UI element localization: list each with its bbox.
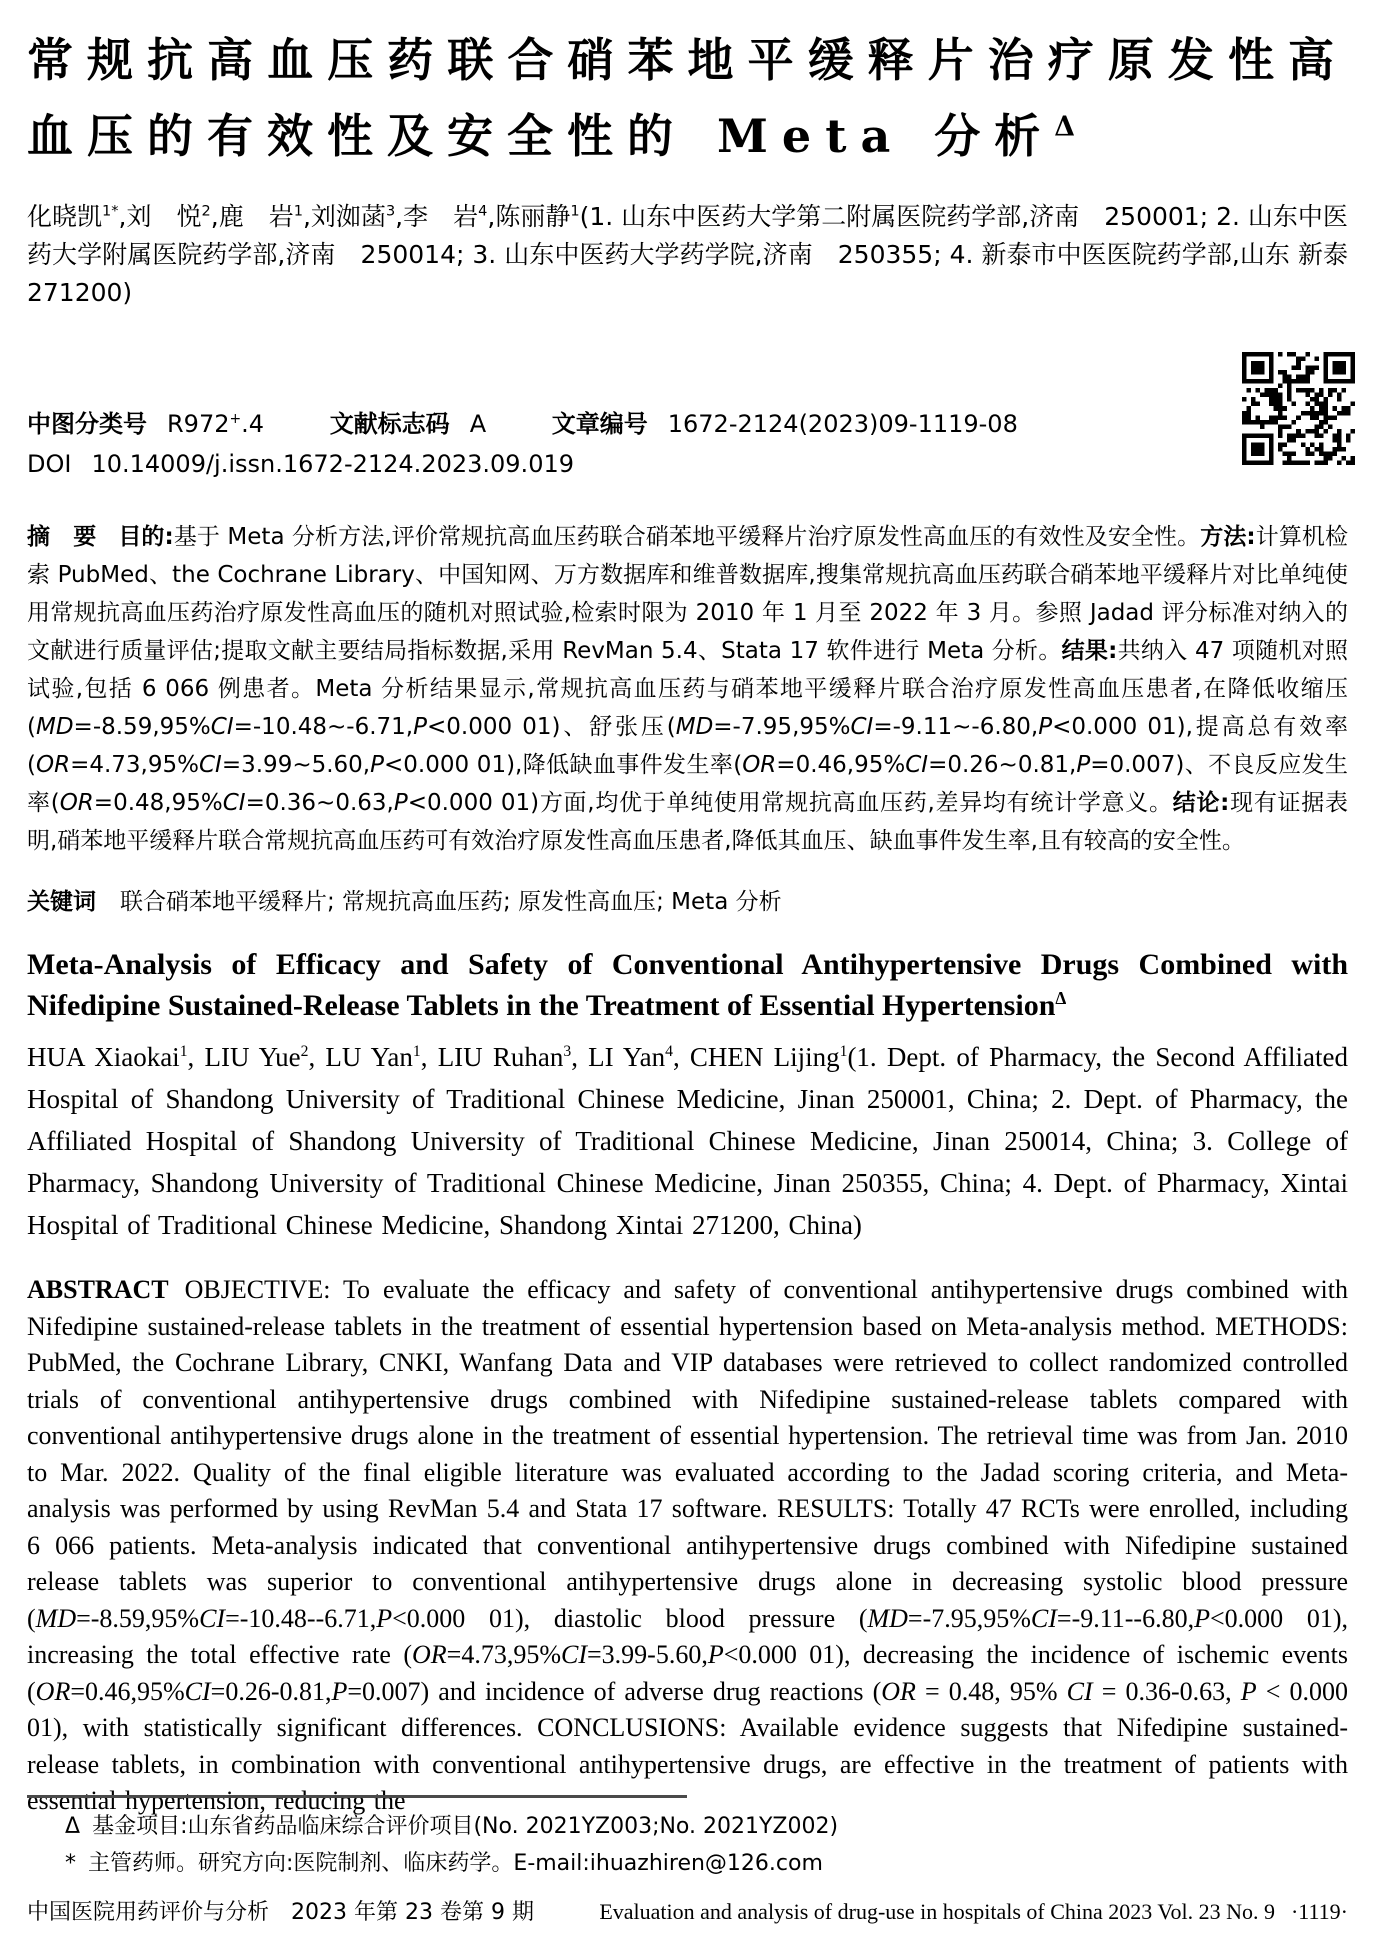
doc-code-label: 文献标志码 xyxy=(329,410,450,438)
article-title-cn-superscript: Δ xyxy=(1054,111,1075,143)
article-title-cn-text: 常规抗高血压药联合硝苯地平缓释片治疗原发性高血压的有效性及安全性的 Meta 分析 xyxy=(27,33,1348,163)
qr-code xyxy=(1242,352,1355,465)
masthead-block xyxy=(27,404,1348,484)
footnotes-block xyxy=(27,1795,1348,1882)
footnote-fund xyxy=(27,1808,1348,1845)
page-footer xyxy=(27,1895,1348,1926)
doc-code-value: A xyxy=(469,410,487,438)
clc-value: R972+.4 xyxy=(167,410,265,438)
authors-en-block xyxy=(27,1036,1348,1246)
affiliations-cn: (1. 山东中医药大学第二附属医院药学部,济南 250001; 2. 山东中医药大学附属医院药学部,济南 250014; 3. 山东中医药大学药学院,济南 250355; 4. 新泰市中医医院药学部,山东 新泰 271200) xyxy=(27,202,1374,307)
clc-label: 中图分类号 xyxy=(27,410,147,438)
footnote-author-note-marker: * xyxy=(65,1851,76,1876)
footer-journal-cn: 中国医院用药评价与分析 2023 年第 23 卷第 9 期 xyxy=(27,1900,534,1925)
article-id-label: 文章编号 xyxy=(551,410,648,438)
authors-cn-names: 化晓凯$^{1*}$,刘 悦$^2$,鹿 岩$^1$,刘洳菡$^3$,李 岩$^4$,陈丽静$^1$ xyxy=(27,202,580,231)
footnote-author-note xyxy=(27,1845,1348,1882)
abstract-en-text: OBJECTIVE: To evaluate the efficacy and safety of conventional antihypertensive drugs combined with Nifedipine sustained-release tablets in the treatment of essential hypertension based on Meta-analysis method. METHODS: PubMed, the Cochrane Library, CNKI, Wanfang Data and VIP databases were retrieved to collect randomized controlled trials of conventional antihypertensive drugs combined with Nifedipine sustained-release tablets compared with conventional antihypertensive drugs alone in the treatment of essential hypertension. The retrieval time was from Jan. 2010 to Mar. 2022. Quality of the final eligible literature was evaluated according to the Jadad scoring criteria, and Meta-analysis was performed by using RevMan 5.4 and Stata 17 software. RESULTS: Totally 47 RCTs were enrolled, including 6 066 patients. Meta-analysis indicated that conventional antihypertensive drugs combined with Nifedipine sustained release tablets was superior to conventional antihypertensive drugs alone in decreasing systolic blood pressure (MD=-8.59,95%CI=-10.48--6.71,P<0.000 01), diastolic blood pressure (MD=-7.95,95%CI=-9.11--6.80,P<0.000 01), increasing the total effective rate (OR=4.73,95%CI=3.99-5.60,P<0.000 01), decreasing the incidence of ischemic events (OR=0.46,95%CI=0.26-0.81,P=0.007) and incidence of adverse drug reactions (OR = 0.48, 95% CI = 0.36-0.63, P < 0.000 01), with statistically significant differences. CONCLUSIONS: Available evidence suggests that Nifedipine sustained-release tablets, in combination with conventional antihypertensive drugs, are effective in the treatment of patients with essential hypertension, reducing the xyxy=(27,1275,1348,1815)
abstract-cn-label: 摘 要 xyxy=(27,524,97,550)
masthead-row-1 xyxy=(27,404,1348,444)
footnote-fund-marker: Δ xyxy=(65,1814,81,1839)
doi-row xyxy=(27,444,1348,484)
affiliations-en: (1. Dept. of Pharmacy, the Second Affiliated Hospital of Shandong University of Traditional Chinese Medicine, Jinan 250001, China; 2. Dept. of Pharmacy, the Affiliated Hospital of Shandong University of Traditional Chinese Medicine, Jinan 250014, China; 3. College of Pharmacy, Shandong University of Traditional Chinese Medicine, Jinan 250355, China; 4. Dept. of Pharmacy, Xintai Hospital of Traditional Chinese Medicine, Shandong Xintai 271200, China) xyxy=(27,1042,1349,1240)
article-title-cn xyxy=(27,22,1348,174)
article-title-en-superscript: Δ xyxy=(1055,988,1067,1008)
authors-cn-block xyxy=(27,198,1374,312)
footer-page-number: ·1119· xyxy=(1290,1899,1348,1924)
doc-code-group xyxy=(330,410,486,438)
keywords-row xyxy=(27,883,1348,921)
article-id-group xyxy=(552,410,1018,438)
authors-en-names: HUA Xiaokai$^1$, LIU Yue$^2$, LU Yan$^1$, LIU Ruhan$^3$, LI Yan$^4$, CHEN Lijing$^1$ xyxy=(27,1042,848,1072)
abstract-cn xyxy=(27,518,1348,860)
footnote-separator-rule xyxy=(27,1795,687,1798)
footnote-author-note-text: 主管药师。研究方向:医院制剂、临床药学。E-mail:ihuazhiren@126.com xyxy=(88,1851,823,1876)
abstract-en-label: ABSTRACT xyxy=(27,1275,169,1304)
doi-label: DOI xyxy=(27,450,72,478)
keywords-label: 关键词 xyxy=(27,889,96,915)
doi-value: 10.14009/j.issn.1672-2124.2023.09.019 xyxy=(91,450,574,478)
clc-group xyxy=(27,410,264,438)
footer-journal-en: Evaluation and analysis of drug-use in hospitals of China 2023 Vol. 23 No. 9 ·1119· xyxy=(599,1899,1348,1924)
article-title-en xyxy=(27,944,1348,1026)
keywords-text: 联合硝苯地平缓释片; 常规抗高血压药; 原发性高血压; Meta 分析 xyxy=(120,889,782,915)
article-title-en-text: Meta-Analysis of Efficacy and Safety of Conventional Antihypertensive Drugs Combined with Nifedipine Sustained-Release Tablets in the Treatment of Essential Hypertension xyxy=(27,948,1348,1022)
abstract-cn-text: 目的:基于 Meta 分析方法,评价常规抗高血压药联合硝苯地平缓释片治疗原发性高血压的有效性及安全性。方法:计算机检索 PubMed、the Cochrane Library、中国知网、万方数据库和维普数据库,搜集常规抗高血压药联合硝苯地平缓释片对比单纯使用常规抗高血压药治疗原发性高血压的随机对照试验,检索时限为 2010 年 1 月至 2022 年 3 月。参照 Jadad 评分标准对纳入的文献进行质量评估;提取文献主要结局指标数据,采用 RevMan 5.4、Stata 17 软件进行 Meta 分析。结果:共纳入 47 项随机对照试验,包括 6 066 例患者。Meta 分析结果显示,常规抗高血压药与硝苯地平缓释片联合治疗原发性高血压患者,在降低收缩压(MD=-8.59,95%CI=-10.48~-6.71,P<0.000 01)、舒张压(MD=-7.95,95%CI=-9.11~-6.80,P<0.000 01),提高总有效率(OR=4.73,95%CI=3.99~5.60,P<0.000 01),降低缺血事件发生率(OR=0.46,95%CI=0.26~0.81,P=0.007)、不良反应发生率(OR=0.48,95%CI=0.36~0.63,P<0.000 01)方面,均优于单纯使用常规抗高血压药,差异均有统计学意义。结论:现有证据表明,硝苯地平缓释片联合常规抗高血压药可有效治疗原发性高血压患者,降低其血压、缺血事件发生率,且有较高的安全性。 xyxy=(27,524,1349,854)
footnote-fund-text: 基金项目:山东省药品临床综合评价项目(No. 2021YZ003;No. 2021YZ002) xyxy=(92,1814,839,1839)
article-id-value: 1672-2124(2023)09-1119-08 xyxy=(667,410,1018,438)
abstract-en xyxy=(27,1272,1348,1820)
